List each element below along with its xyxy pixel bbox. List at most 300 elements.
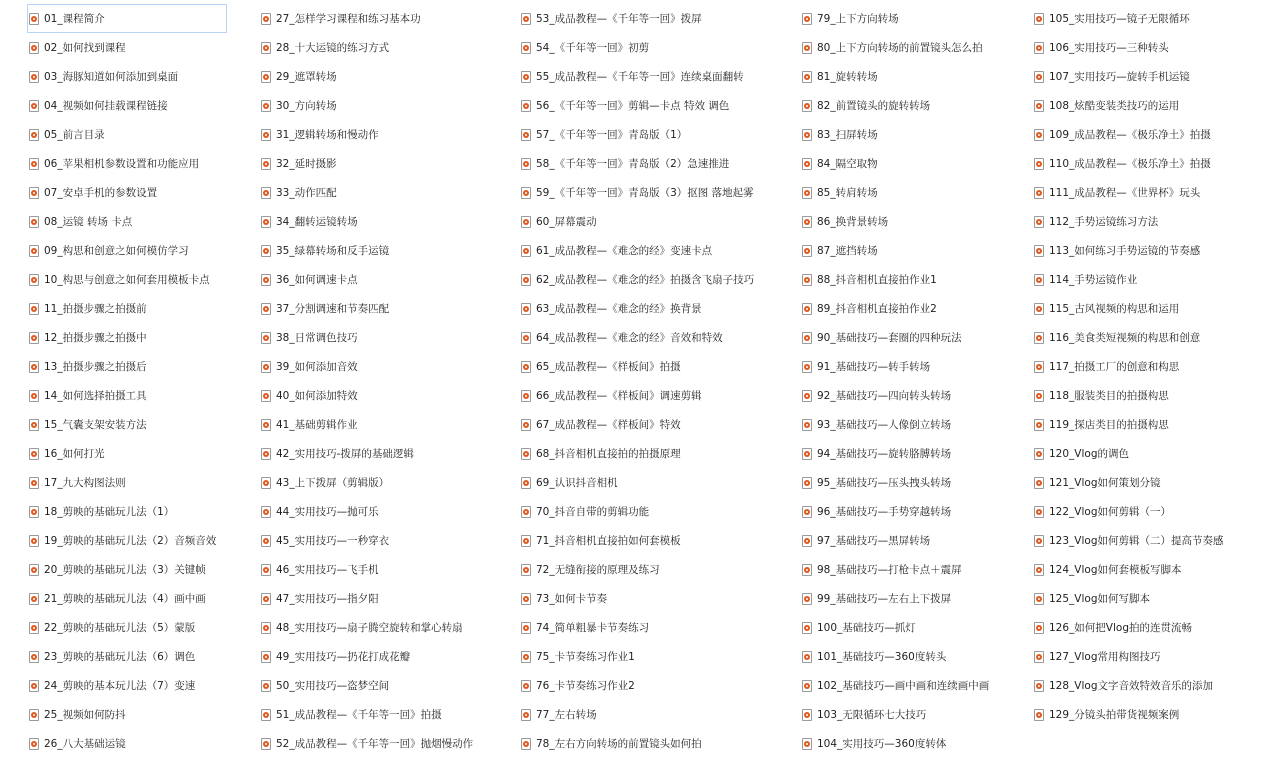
- video-file-icon: [521, 71, 531, 83]
- video-file-icon: [29, 129, 39, 141]
- file-item[interactable]: [1032, 700, 1272, 729]
- file-name: 104_实用技巧—360度转体: [817, 738, 947, 750]
- video-file-icon: [521, 564, 531, 576]
- file-item[interactable]: [519, 584, 794, 613]
- file-item[interactable]: [259, 381, 509, 410]
- file-item[interactable]: [27, 33, 227, 62]
- file-item[interactable]: [259, 178, 509, 207]
- file-item[interactable]: [800, 729, 1025, 758]
- file-name: 129_分镜头拍带货视频案例: [1049, 709, 1180, 721]
- video-file-icon: [1034, 42, 1044, 54]
- file-item[interactable]: [800, 497, 1025, 526]
- video-file-icon: [1034, 332, 1044, 344]
- file-item[interactable]: [259, 294, 509, 323]
- video-file-icon: [802, 303, 812, 315]
- file-item[interactable]: [259, 439, 509, 468]
- file-item[interactable]: [27, 642, 227, 671]
- video-file-icon: [521, 216, 531, 228]
- file-item[interactable]: [259, 91, 509, 120]
- file-item[interactable]: [259, 613, 509, 642]
- file-name: 55_成品教程—《千年等一回》连续桌面翻转: [536, 71, 744, 83]
- file-item[interactable]: [1032, 33, 1272, 62]
- video-file-icon: [261, 245, 271, 257]
- file-item[interactable]: [259, 526, 509, 555]
- video-file-icon: [1034, 158, 1044, 170]
- file-column-4: [800, 4, 1025, 758]
- file-item[interactable]: [800, 236, 1025, 265]
- file-name: 27_怎样学习课程和练习基本功: [276, 13, 421, 25]
- file-name: 85_转肩转场: [817, 187, 878, 199]
- file-name: 12_拍摄步骤之拍摄中: [44, 332, 147, 344]
- file-name: 24_剪映的基本玩儿法（7）变速: [44, 680, 196, 692]
- file-name: 119_探店类目的拍摄构思: [1049, 419, 1169, 431]
- file-name: 101_基础技巧—360度转头: [817, 651, 947, 663]
- video-file-icon: [1034, 303, 1044, 315]
- video-file-icon: [802, 13, 812, 25]
- file-item[interactable]: [259, 236, 509, 265]
- file-item[interactable]: [1032, 236, 1272, 265]
- file-item[interactable]: [259, 33, 509, 62]
- file-name: 79_上下方向转场: [817, 13, 899, 25]
- file-item[interactable]: [259, 149, 509, 178]
- file-item[interactable]: [519, 439, 794, 468]
- file-item[interactable]: [27, 207, 227, 236]
- file-item[interactable]: [1032, 642, 1272, 671]
- file-name: 35_绿幕转场和反手运镜: [276, 245, 390, 257]
- file-name: 02_如何找到课程: [44, 42, 126, 54]
- video-file-icon: [802, 332, 812, 344]
- file-item[interactable]: [519, 729, 794, 758]
- file-item[interactable]: [800, 613, 1025, 642]
- video-file-icon: [1034, 361, 1044, 373]
- file-name: 44_实用技巧—抛可乐: [276, 506, 379, 518]
- video-file-icon: [1034, 506, 1044, 518]
- file-name: 84_隔空取物: [817, 158, 878, 170]
- file-item[interactable]: [259, 4, 509, 33]
- video-file-icon: [29, 622, 39, 634]
- file-item[interactable]: [1032, 584, 1272, 613]
- file-name: 39_如何添加音效: [276, 361, 358, 373]
- file-name: 115_古风视频的构思和运用: [1049, 303, 1180, 315]
- file-item[interactable]: [519, 468, 794, 497]
- file-item[interactable]: [800, 526, 1025, 555]
- video-file-icon: [29, 71, 39, 83]
- file-item[interactable]: [519, 236, 794, 265]
- file-item[interactable]: [259, 352, 509, 381]
- file-name: 96_基础技巧—手势穿越转场: [817, 506, 952, 518]
- file-item[interactable]: [1032, 4, 1272, 33]
- file-item[interactable]: [259, 207, 509, 236]
- video-file-icon: [802, 506, 812, 518]
- video-file-icon: [802, 622, 812, 634]
- file-item[interactable]: [27, 236, 227, 265]
- file-name: 38_日常调色技巧: [276, 332, 358, 344]
- file-item[interactable]: [800, 584, 1025, 613]
- file-name: 37_分割调速和节奏匹配: [276, 303, 390, 315]
- file-item[interactable]: [27, 439, 227, 468]
- video-file-icon: [29, 361, 39, 373]
- video-file-icon: [521, 42, 531, 54]
- file-item[interactable]: [27, 178, 227, 207]
- file-name: 53_成品教程—《千年等一回》拨屏: [536, 13, 702, 25]
- file-item[interactable]: [519, 700, 794, 729]
- file-name: 122_Vlog如何剪辑（一）: [1049, 506, 1171, 518]
- file-item[interactable]: [1032, 555, 1272, 584]
- video-file-icon: [1034, 216, 1044, 228]
- file-item[interactable]: [800, 149, 1025, 178]
- file-item[interactable]: [259, 62, 509, 91]
- file-item[interactable]: [1032, 439, 1272, 468]
- file-item[interactable]: [27, 323, 227, 352]
- file-name: 60_屏幕震动: [536, 216, 597, 228]
- video-file-icon: [521, 187, 531, 199]
- file-name: 67_成品教程—《样板间》特效: [536, 419, 681, 431]
- file-item[interactable]: [259, 700, 509, 729]
- video-file-icon: [261, 71, 271, 83]
- file-item[interactable]: [519, 642, 794, 671]
- file-name: 74_简单粗暴卡节奏练习: [536, 622, 650, 634]
- file-name: 120_Vlog的调色: [1049, 448, 1129, 460]
- video-file-icon: [521, 506, 531, 518]
- video-file-icon: [802, 535, 812, 547]
- file-name: 105_实用技巧—镜子无限循环: [1049, 13, 1190, 25]
- file-item[interactable]: [800, 700, 1025, 729]
- file-name: 11_拍摄步骤之拍摄前: [44, 303, 147, 315]
- video-file-icon: [1034, 129, 1044, 141]
- file-item[interactable]: [800, 4, 1025, 33]
- file-name: 22_剪映的基础玩儿法（5）蒙版: [44, 622, 196, 634]
- video-file-icon: [802, 477, 812, 489]
- file-item[interactable]: [519, 265, 794, 294]
- file-name: 10_构思与创意之如何套用模板卡点: [44, 274, 210, 286]
- file-name: 87_遮挡转场: [817, 245, 878, 257]
- video-file-icon: [802, 390, 812, 402]
- video-file-icon: [802, 100, 812, 112]
- file-name: 93_基础技巧—人像倒立转场: [817, 419, 952, 431]
- video-file-icon: [521, 245, 531, 257]
- file-name: 125_Vlog如何写脚本: [1049, 593, 1150, 605]
- file-name: 128_Vlog文字音效特效音乐的添加: [1049, 680, 1213, 692]
- file-item[interactable]: [1032, 62, 1272, 91]
- file-item[interactable]: [27, 729, 227, 758]
- file-name: 90_基础技巧—套圈的四种玩法: [817, 332, 962, 344]
- video-file-icon: [802, 187, 812, 199]
- file-item[interactable]: [800, 265, 1025, 294]
- file-name: 89_抖音相机直接拍作业2: [817, 303, 937, 315]
- video-file-icon: [802, 361, 812, 373]
- video-file-icon: [521, 738, 531, 750]
- file-item[interactable]: [259, 323, 509, 352]
- file-name: 62_成品教程—《难念的经》拍摄含飞扇子技巧: [536, 274, 755, 286]
- video-file-icon: [521, 390, 531, 402]
- file-item[interactable]: [27, 91, 227, 120]
- file-item[interactable]: [27, 265, 227, 294]
- file-item[interactable]: [800, 352, 1025, 381]
- file-name: 48_实用技巧—扇子腾空旋转和掌心转扇: [276, 622, 463, 634]
- file-name: 52_成品教程—《千年等一回》抛烟慢动作: [276, 738, 474, 750]
- file-item[interactable]: [1032, 526, 1272, 555]
- file-name: 77_左右转场: [536, 709, 597, 721]
- file-item[interactable]: [1032, 207, 1272, 236]
- file-item[interactable]: [27, 584, 227, 613]
- video-file-icon: [802, 216, 812, 228]
- file-name: 01_课程简介: [44, 13, 105, 25]
- file-name: 108_炫酷变装类技巧的运用: [1049, 100, 1180, 112]
- video-file-icon: [29, 535, 39, 547]
- file-item[interactable]: [800, 671, 1025, 700]
- video-file-icon: [521, 332, 531, 344]
- file-item[interactable]: [27, 671, 227, 700]
- file-item[interactable]: [27, 613, 227, 642]
- video-file-icon: [29, 506, 39, 518]
- file-name: 17_九大构图法则: [44, 477, 126, 489]
- video-file-icon: [521, 651, 531, 663]
- file-name: 18_剪映的基础玩儿法（1）: [44, 506, 175, 518]
- file-name: 07_安卓手机的参数设置: [44, 187, 158, 199]
- file-name: 49_实用技巧—扔花打成花瓣: [276, 651, 411, 663]
- file-item[interactable]: [27, 468, 227, 497]
- file-item[interactable]: [519, 149, 794, 178]
- video-file-icon: [1034, 71, 1044, 83]
- file-item[interactable]: [1032, 497, 1272, 526]
- file-name: 81_旋转转场: [817, 71, 878, 83]
- file-item[interactable]: [259, 555, 509, 584]
- file-name: 117_拍摄工厂的创意和构思: [1049, 361, 1180, 373]
- file-name: 86_换背景转场: [817, 216, 889, 228]
- file-item[interactable]: [259, 468, 509, 497]
- file-name: 121_Vlog如何策划分镜: [1049, 477, 1161, 489]
- file-name: 69_认识抖音相机: [536, 477, 618, 489]
- file-item[interactable]: [1032, 352, 1272, 381]
- file-item[interactable]: [519, 613, 794, 642]
- file-item[interactable]: [519, 91, 794, 120]
- file-name: 61_成品教程—《难念的经》变速卡点: [536, 245, 713, 257]
- file-name: 118_服装类目的拍摄构思: [1049, 390, 1169, 402]
- file-item[interactable]: [27, 352, 227, 381]
- video-file-icon: [261, 651, 271, 663]
- file-name: 05_前言目录: [44, 129, 105, 141]
- file-item[interactable]: [519, 323, 794, 352]
- video-file-icon: [802, 42, 812, 54]
- file-item[interactable]: [519, 120, 794, 149]
- file-name: 34_翻转运镜转场: [276, 216, 358, 228]
- file-name: 103_无限循环七大技巧: [817, 709, 927, 721]
- file-name: 59_《千年等一回》青岛版（3）抠图 落地起雾: [536, 187, 754, 199]
- file-item[interactable]: [1032, 265, 1272, 294]
- file-item[interactable]: [1032, 410, 1272, 439]
- video-file-icon: [1034, 622, 1044, 634]
- file-item[interactable]: [1032, 671, 1272, 700]
- video-file-icon: [29, 709, 39, 721]
- file-item[interactable]: [27, 62, 227, 91]
- video-file-icon: [802, 709, 812, 721]
- file-item[interactable]: [27, 149, 227, 178]
- file-name: 58_《千年等一回》青岛版（2）急速推进: [536, 158, 730, 170]
- file-name: 95_基础技巧—压头拽头转场: [817, 477, 952, 489]
- video-file-icon: [261, 419, 271, 431]
- video-file-icon: [29, 564, 39, 576]
- file-item[interactable]: [259, 671, 509, 700]
- video-file-icon: [1034, 390, 1044, 402]
- file-item[interactable]: [800, 207, 1025, 236]
- file-column-3: [519, 4, 794, 758]
- file-item[interactable]: [27, 4, 227, 33]
- video-file-icon: [29, 390, 39, 402]
- file-name: 42_实用技巧-拨屏的基础逻辑: [276, 448, 414, 460]
- file-item[interactable]: [519, 294, 794, 323]
- file-name: 54_《千年等一回》初剪: [536, 42, 650, 54]
- video-file-icon: [1034, 419, 1044, 431]
- file-item[interactable]: [800, 468, 1025, 497]
- file-name: 63_成品教程—《难念的经》换背景: [536, 303, 702, 315]
- video-file-icon: [1034, 187, 1044, 199]
- video-file-icon: [29, 448, 39, 460]
- video-file-icon: [521, 419, 531, 431]
- file-item[interactable]: [1032, 91, 1272, 120]
- file-item[interactable]: [519, 381, 794, 410]
- video-file-icon: [29, 187, 39, 199]
- video-file-icon: [29, 419, 39, 431]
- file-name: 124_Vlog如何套模板写脚本: [1049, 564, 1182, 576]
- file-item[interactable]: [27, 526, 227, 555]
- file-name: 45_实用技巧—一秒穿衣: [276, 535, 390, 547]
- file-name: 76_卡节奏练习作业2: [536, 680, 635, 692]
- video-file-icon: [802, 71, 812, 83]
- video-file-icon: [261, 506, 271, 518]
- video-file-icon: [261, 274, 271, 286]
- file-name: 16_如何打光: [44, 448, 105, 460]
- file-name: 126_如何把Vlog拍的连贯流畅: [1049, 622, 1192, 634]
- file-item[interactable]: [259, 584, 509, 613]
- file-item[interactable]: [1032, 294, 1272, 323]
- file-item[interactable]: [800, 323, 1025, 352]
- file-item[interactable]: [259, 497, 509, 526]
- file-name: 94_基础技巧—旋转胳膊转场: [817, 448, 952, 460]
- video-file-icon: [29, 738, 39, 750]
- file-item[interactable]: [27, 120, 227, 149]
- file-item[interactable]: [1032, 468, 1272, 497]
- video-file-icon: [521, 680, 531, 692]
- file-item[interactable]: [519, 671, 794, 700]
- file-item[interactable]: [519, 352, 794, 381]
- video-file-icon: [521, 13, 531, 25]
- file-name: 08_运镜 转场 卡点: [44, 216, 133, 228]
- file-item[interactable]: [1032, 323, 1272, 352]
- file-item[interactable]: [259, 120, 509, 149]
- file-item[interactable]: [519, 62, 794, 91]
- file-name: 91_基础技巧—转手转场: [817, 361, 931, 373]
- file-name: 102_基础技巧—画中画和连续画中画: [817, 680, 990, 692]
- file-name: 113_如何练习手势运镜的节奏感: [1049, 245, 1201, 257]
- file-item[interactable]: [800, 439, 1025, 468]
- video-file-icon: [1034, 593, 1044, 605]
- file-item[interactable]: [519, 178, 794, 207]
- file-item[interactable]: [27, 700, 227, 729]
- video-file-icon: [261, 535, 271, 547]
- file-item[interactable]: [800, 555, 1025, 584]
- file-item[interactable]: [800, 62, 1025, 91]
- file-item[interactable]: [1032, 613, 1272, 642]
- video-file-icon: [1034, 680, 1044, 692]
- video-file-icon: [261, 477, 271, 489]
- file-name: 97_基础技巧—黑屏转场: [817, 535, 931, 547]
- file-name: 123_Vlog如何剪辑（二）提高节奏感: [1049, 535, 1224, 547]
- file-name: 71_抖音相机直接拍如何套模板: [536, 535, 681, 547]
- video-file-icon: [29, 216, 39, 228]
- file-item[interactable]: [1032, 149, 1272, 178]
- video-file-icon: [261, 680, 271, 692]
- file-name: 98_基础技巧—打枪卡点＋震屏: [817, 564, 962, 576]
- file-name: 78_左右方向转场的前置镜头如何拍: [536, 738, 702, 750]
- file-item[interactable]: [800, 120, 1025, 149]
- video-file-icon: [29, 477, 39, 489]
- video-file-icon: [261, 332, 271, 344]
- file-item[interactable]: [259, 729, 509, 758]
- file-item[interactable]: [1032, 120, 1272, 149]
- file-name: 111_成品教程—《世界杯》玩头: [1049, 187, 1201, 199]
- file-name: 41_基础剪辑作业: [276, 419, 358, 431]
- file-item[interactable]: [800, 178, 1025, 207]
- file-item[interactable]: [27, 294, 227, 323]
- file-item[interactable]: [800, 410, 1025, 439]
- file-item[interactable]: [27, 555, 227, 584]
- file-item[interactable]: [27, 410, 227, 439]
- file-item[interactable]: [519, 555, 794, 584]
- video-file-icon: [261, 622, 271, 634]
- file-name: 51_成品教程—《千年等一回》拍摄: [276, 709, 442, 721]
- video-file-icon: [521, 274, 531, 286]
- file-item[interactable]: [1032, 178, 1272, 207]
- file-name: 29_遮罩转场: [276, 71, 337, 83]
- file-name: 110_成品教程—《极乐净土》拍摄: [1049, 158, 1211, 170]
- file-item[interactable]: [519, 4, 794, 33]
- video-file-icon: [29, 303, 39, 315]
- file-name: 50_实用技巧—盗梦空间: [276, 680, 390, 692]
- file-column-5: [1032, 4, 1272, 729]
- file-item[interactable]: [519, 33, 794, 62]
- file-name: 66_成品教程—《样板间》调速剪辑: [536, 390, 702, 402]
- file-name: 47_实用技巧—指夕阳: [276, 593, 379, 605]
- file-item[interactable]: [259, 642, 509, 671]
- file-item[interactable]: [259, 265, 509, 294]
- file-item[interactable]: [27, 381, 227, 410]
- video-file-icon: [802, 593, 812, 605]
- file-name: 19_剪映的基础玩儿法（2）音频音效: [44, 535, 217, 547]
- file-item[interactable]: [800, 91, 1025, 120]
- video-file-icon: [521, 303, 531, 315]
- file-item[interactable]: [519, 526, 794, 555]
- file-name: 03_海豚知道如何添加到桌面: [44, 71, 179, 83]
- file-name: 57_《千年等一回》青岛版（1）: [536, 129, 688, 141]
- file-item[interactable]: [800, 294, 1025, 323]
- file-item[interactable]: [519, 497, 794, 526]
- file-name: 65_成品教程—《样板间》拍摄: [536, 361, 681, 373]
- file-name: 40_如何添加特效: [276, 390, 358, 402]
- file-item[interactable]: [519, 410, 794, 439]
- file-item[interactable]: [259, 410, 509, 439]
- file-item[interactable]: [519, 207, 794, 236]
- file-item[interactable]: [27, 497, 227, 526]
- video-file-icon: [261, 303, 271, 315]
- file-item[interactable]: [800, 642, 1025, 671]
- file-item[interactable]: [1032, 381, 1272, 410]
- video-file-icon: [261, 564, 271, 576]
- file-name: 28_十大运镜的练习方式: [276, 42, 390, 54]
- video-file-icon: [261, 158, 271, 170]
- file-item[interactable]: [800, 381, 1025, 410]
- video-file-icon: [261, 187, 271, 199]
- file-item[interactable]: [800, 33, 1025, 62]
